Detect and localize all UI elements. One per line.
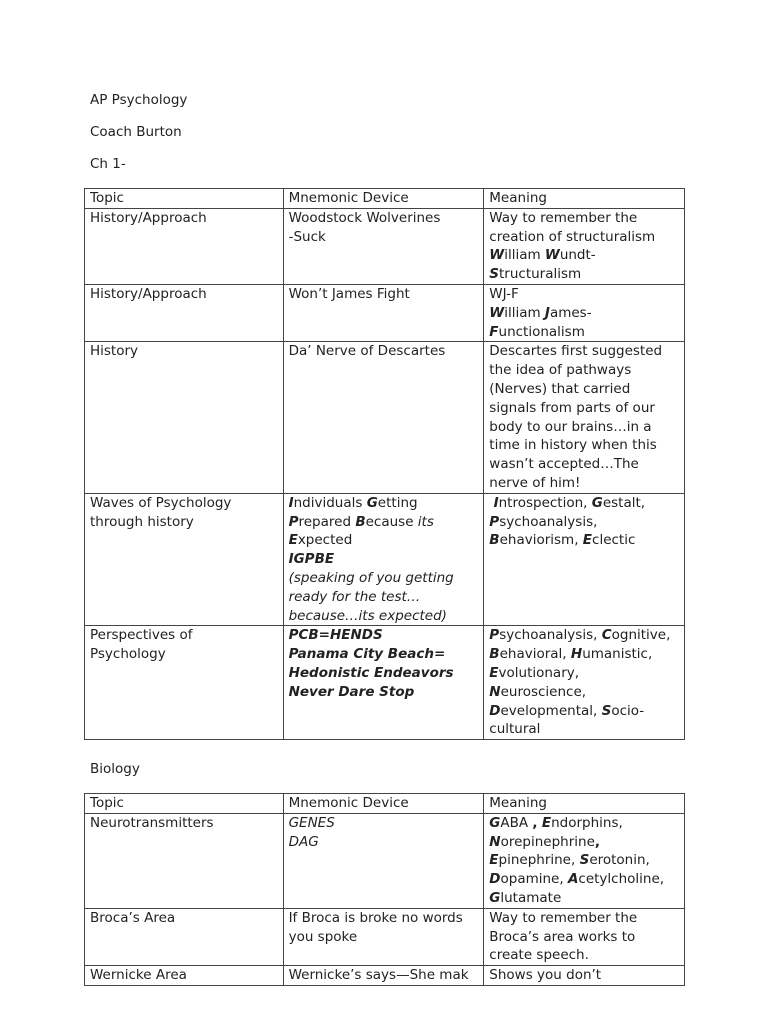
- mnemonic-line: Individuals Getting: [288, 494, 418, 511]
- meaning-cell: [484, 908, 685, 965]
- meaning-cell: [484, 208, 685, 284]
- meaning-line: Behaviorism, Eclectic: [489, 532, 636, 549]
- mnemonic-line: Never Dare Stop: [288, 683, 415, 700]
- mnemonic-line: GENES: [288, 814, 335, 831]
- meaning-line: wasn’t accepted…The: [489, 456, 639, 473]
- meaning-line: nerve of him!: [489, 474, 581, 491]
- biology-mnemonic-table: [84, 793, 685, 986]
- mnemonic-line: Prepared Because its: [288, 513, 434, 530]
- meaning-cell: [484, 626, 685, 740]
- mnemonic-line: DAG: [288, 833, 319, 850]
- meaning-line: William Wundt-: [489, 247, 596, 264]
- table-row: [85, 908, 685, 965]
- meaning-line: Psychoanalysis, Cognitive,: [489, 627, 671, 644]
- mnemonic-line: -Suck: [288, 228, 326, 245]
- meaning-line: GABA , Endorphins,: [489, 814, 623, 831]
- topic-line: History: [90, 343, 139, 360]
- mnemonic-cell: [283, 493, 484, 626]
- meaning-cell: [484, 284, 685, 341]
- table-header-row: [85, 794, 685, 814]
- meaning-line: signals from parts of our: [489, 399, 655, 416]
- meaning-line: cultural: [489, 721, 541, 738]
- meaning-line: creation of structuralism: [489, 228, 656, 245]
- meaning-line: (Nerves) that carried: [489, 380, 631, 397]
- topic-cell: [85, 208, 284, 284]
- topic-cell: [85, 284, 284, 341]
- meaning-line: Epinephrine, Serotonin,: [489, 852, 650, 869]
- meaning-line: Norepinephrine,: [489, 833, 601, 850]
- mnemonic-line: Da’ Nerve of Descartes: [288, 343, 446, 360]
- meaning-line: body to our brains…in a: [489, 418, 652, 435]
- table-header-row: [85, 189, 685, 209]
- mnemonic-line: Expected: [288, 532, 353, 549]
- topic-cell: [85, 908, 284, 965]
- mnemonic-line: Panama City Beach=: [288, 646, 446, 663]
- topic-line: Neurotransmitters: [90, 814, 214, 831]
- meaning-line: Way to remember the: [489, 209, 638, 226]
- mnemonic-line: Hedonistic Endeavors: [288, 664, 454, 681]
- meaning-line: the idea of pathways: [489, 362, 632, 379]
- meaning-line: Broca’s area works to: [489, 928, 636, 945]
- topic-line: Psychology: [90, 646, 166, 663]
- meaning-line: Introspection, Gestalt,: [493, 494, 646, 511]
- mnemonic-cell: [283, 342, 484, 493]
- chapter1-mnemonic-table: [84, 188, 685, 740]
- mnemonic-line: Wernicke’s says—She mak: [288, 967, 469, 984]
- meaning-line: Shows you don’t: [489, 967, 602, 984]
- topic-line: Broca’s Area: [90, 909, 176, 926]
- column-header: Topic: [85, 189, 284, 209]
- table-row: [85, 493, 685, 626]
- topic-cell: [85, 966, 284, 986]
- mnemonic-cell: [283, 284, 484, 341]
- mnemonic-cell: [283, 208, 484, 284]
- meaning-cell: [484, 493, 685, 626]
- meaning-line: time in history when this: [489, 437, 657, 454]
- topic-cell: [85, 342, 284, 493]
- topic-cell: [85, 813, 284, 908]
- mnemonic-line: PCB=HENDS: [288, 627, 383, 644]
- meaning-cell: [484, 342, 685, 493]
- mnemonic-cell: [283, 813, 484, 908]
- mnemonic-line: Won’t James Fight: [288, 285, 410, 302]
- table-row: [85, 813, 685, 908]
- meaning-line: Developmental, Socio-: [489, 702, 645, 719]
- topic-line: Waves of Psychology: [90, 494, 232, 511]
- meaning-line: William James-: [489, 304, 592, 321]
- topic-line: Wernicke Area: [90, 967, 187, 984]
- topic-line: History/Approach: [90, 285, 207, 302]
- table-row: [85, 284, 685, 341]
- mnemonic-line: If Broca is broke no words: [288, 909, 463, 926]
- meaning-line: create speech.: [489, 947, 589, 964]
- column-header: Meaning: [484, 794, 685, 814]
- chapter-label: Ch 1-: [90, 156, 126, 172]
- mnemonic-line: (speaking of you getting: [288, 569, 454, 586]
- meaning-line: WJ-F: [489, 285, 519, 302]
- meaning-line: Descartes first suggested: [489, 343, 663, 360]
- topic-line: Perspectives of: [90, 627, 193, 644]
- table-row: [85, 342, 685, 493]
- column-header: Mnemonic Device: [283, 189, 484, 209]
- column-header: Meaning: [484, 189, 685, 209]
- mnemonic-cell: [283, 626, 484, 740]
- meaning-cell: [484, 813, 685, 908]
- mnemonic-line: IGPBE: [288, 551, 335, 568]
- topic-line: History/Approach: [90, 209, 207, 226]
- meaning-line: Structuralism: [489, 266, 582, 283]
- meaning-cell: [484, 966, 685, 986]
- course-title: AP Psychology: [90, 92, 188, 108]
- biology-section-title: Biology: [90, 761, 140, 777]
- mnemonic-line: because…its expected): [288, 607, 447, 624]
- table-row: [85, 626, 685, 740]
- table-row: [85, 966, 685, 986]
- mnemonic-cell: [283, 966, 484, 986]
- column-header: Topic: [85, 794, 284, 814]
- meaning-line: Glutamate: [489, 889, 562, 906]
- mnemonic-line: you spoke: [288, 928, 358, 945]
- meaning-line: Neuroscience,: [489, 683, 587, 700]
- table-row: [85, 208, 685, 284]
- topic-line: through history: [90, 513, 194, 530]
- meaning-line: Behavioral, Humanistic,: [489, 646, 653, 663]
- mnemonic-line: Woodstock Wolverines: [288, 209, 441, 226]
- meaning-line: Functionalism: [489, 323, 585, 340]
- teacher-name: Coach Burton: [90, 124, 182, 140]
- mnemonic-line: ready for the test…: [288, 588, 421, 605]
- meaning-line: Psychoanalysis,: [489, 513, 598, 530]
- topic-cell: [85, 493, 284, 626]
- column-header: Mnemonic Device: [283, 794, 484, 814]
- meaning-line: Way to remember the: [489, 909, 638, 926]
- meaning-line: Evolutionary,: [489, 664, 580, 681]
- mnemonic-cell: [283, 908, 484, 965]
- topic-cell: [85, 626, 284, 740]
- meaning-line: Dopamine, Acetylcholine,: [489, 871, 665, 888]
